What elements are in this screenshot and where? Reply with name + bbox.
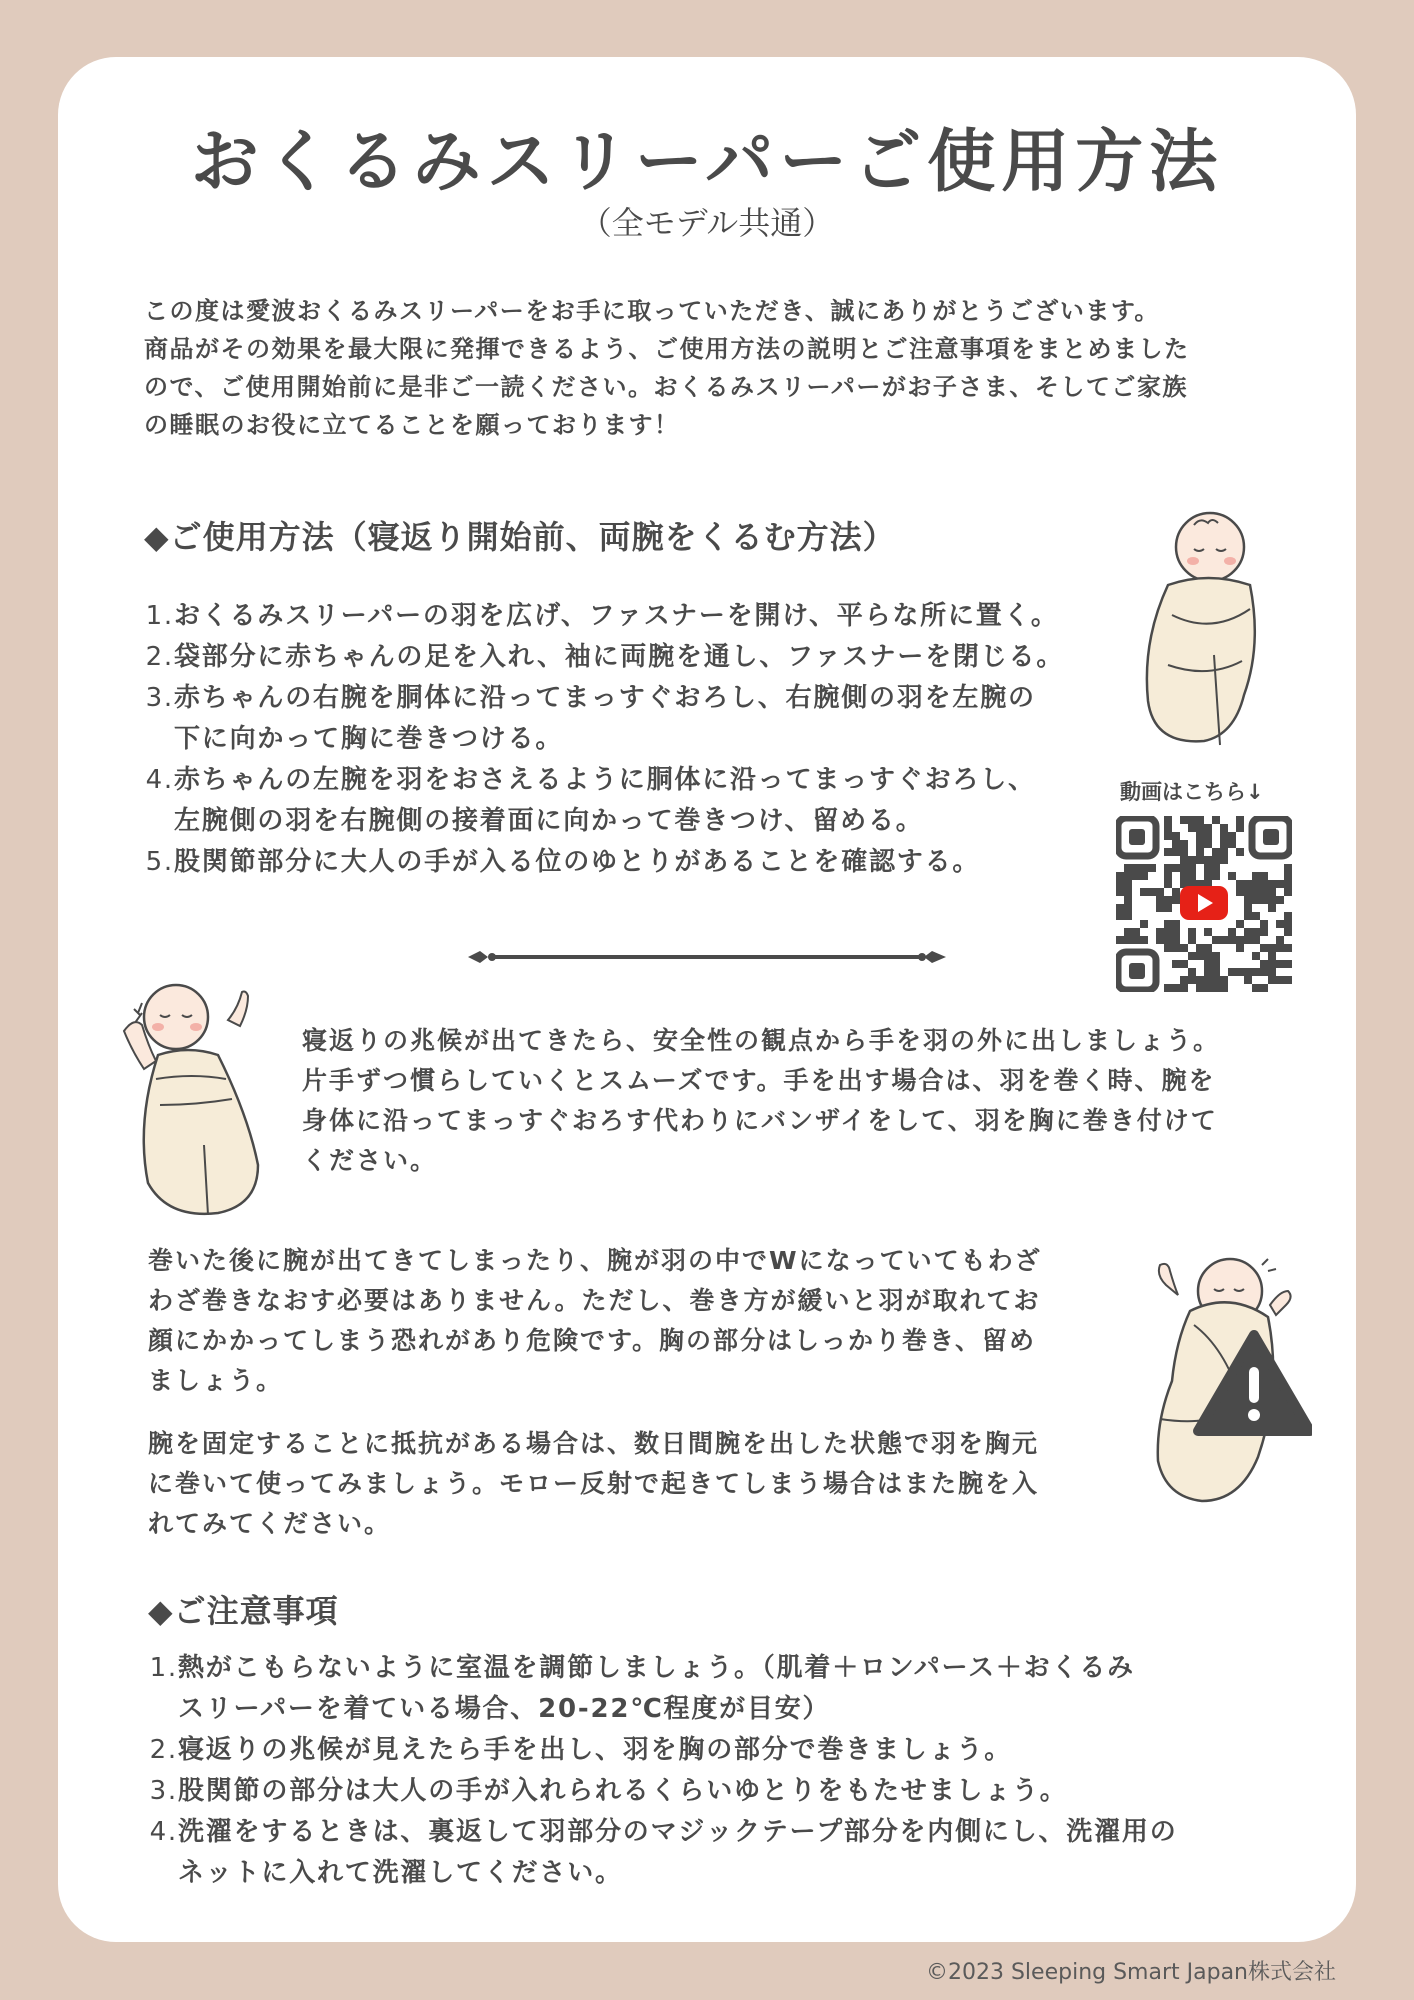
qr-code[interactable] xyxy=(1116,816,1292,992)
step-number: 2. xyxy=(145,642,174,672)
warning-line: 顔にかかってしまう恐れがあり危険です。胸の部分はしっかり巻き、留め xyxy=(148,1326,1037,1355)
usage-steps-list xyxy=(142,596,1064,883)
caution-text-continued: ネットに入れて洗濯してください。 xyxy=(178,1858,623,1888)
intro-line: の睡眠のお役に立てることを願っております！ xyxy=(144,411,680,439)
resist-line: れてみてください。 xyxy=(148,1509,392,1538)
usage-step xyxy=(142,596,1064,637)
copyright-footer: ©2023 Sleeping Smart Japan株式会社 xyxy=(925,1960,1336,1985)
step-text: 赤ちゃんの左腕を羽をおさえるように胴体に沿ってまっすぐおろし、 xyxy=(174,765,1036,795)
rollover-paragraph xyxy=(302,1021,1220,1181)
resist-line: 腕を固定することに抵抗がある場合は、数日間腕を出した状態で羽を胸元 xyxy=(148,1429,1040,1458)
step-text: 袋部分に赤ちゃんの足を入れ、袖に両腕を通し、ファスナーを閉じる。 xyxy=(174,642,1065,672)
caution-text: 熱がこもらないように室温を調節しましょう。（肌着＋ロンパース＋おくるみ xyxy=(178,1653,1135,1683)
ornamental-divider xyxy=(466,946,948,968)
youtube-icon xyxy=(1180,886,1228,920)
rollover-line: ください。 xyxy=(302,1146,438,1175)
caution-text-continued: スリーパーを着ている場合、20-22℃程度が目安） xyxy=(178,1694,831,1724)
caution-item xyxy=(146,1730,1178,1771)
step-number: 4. xyxy=(145,765,174,795)
usage-step xyxy=(142,678,1064,760)
warning-line: ましょう。 xyxy=(148,1366,284,1395)
rollover-line: 寝返りの兆候が出てきたら、安全性の観点から手を羽の外に出しましょう。 xyxy=(302,1026,1221,1055)
intro-line: 商品がその効果を最大限に発揮できるよう、ご使用方法の説明とご注意事項をまとめました xyxy=(144,335,1190,363)
warning-line: 巻いた後に腕が出てきてしまったり、腕が羽の中でWになっていてもわざ xyxy=(148,1246,1042,1275)
warning-line: わざ巻きなおす必要はありません。ただし、巻き方が緩いと羽が取れてお xyxy=(148,1286,1041,1315)
step-number: 1. xyxy=(145,601,174,631)
caution-number: 4. xyxy=(149,1817,178,1847)
caution-text: 股関節の部分は大人の手が入れられるくらいゆとりをもたせましょう。 xyxy=(178,1776,1068,1806)
caution-item xyxy=(146,1771,1178,1812)
caution-heading: ◆ご注意事項 xyxy=(148,1592,339,1630)
page-subtitle: （全モデル共通） xyxy=(579,204,835,242)
loose-wrap-warning-paragraph xyxy=(148,1241,1042,1401)
intro-line: この度は愛波おくるみスリーパーをお手に取っていただき、誠にありがとうございます。 xyxy=(144,297,1160,325)
step-text-continued: 左腕側の羽を右腕側の接着面に向かって巻きつけ、留める。 xyxy=(174,806,924,836)
step-text: おくるみスリーパーの羽を広げ、ファスナーを開け、平らな所に置く。 xyxy=(174,601,1059,631)
caution-text: 寝返りの兆候が見えたら手を出し、羽を胸の部分で巻きましょう。 xyxy=(178,1735,1013,1765)
usage-step xyxy=(142,842,1064,883)
page-title: おくるみスリーパーご使用方法 xyxy=(190,123,1224,202)
usage-heading: ◆ご使用方法（寝返り開始前、両腕をくるむ方法） xyxy=(144,518,896,556)
resist-line: に巻いて使ってみましょう。モロー反射で起きてしまう場合はまた腕を入 xyxy=(148,1469,1040,1498)
caution-number: 2. xyxy=(149,1735,178,1765)
step-number: 3. xyxy=(145,683,174,713)
intro-paragraph xyxy=(144,292,1284,444)
caution-number: 1. xyxy=(149,1653,178,1683)
step-text: 股関節部分に大人の手が入る位のゆとりがあることを確認する。 xyxy=(174,847,981,877)
caution-number: 3. xyxy=(149,1776,178,1806)
caution-text: 洗濯をするときは、裏返して羽部分のマジックテープ部分を内側にし、洗濯用の xyxy=(178,1817,1178,1847)
caution-item xyxy=(146,1648,1178,1730)
step-number: 5. xyxy=(145,847,174,877)
rollover-line: 身体に沿ってまっすぐおろす代わりにバンザイをして、羽を胸に巻き付けて xyxy=(302,1106,1218,1135)
arm-restraint-paragraph xyxy=(148,1424,1039,1544)
usage-step xyxy=(142,760,1064,842)
intro-line: ので、ご使用開始前に是非ご一読ください。おくるみスリーパーがお子さま、そしてご家族 xyxy=(144,373,1188,401)
usage-step xyxy=(142,637,1064,678)
banzai-baby-illustration xyxy=(118,975,288,1225)
caution-item xyxy=(146,1812,1178,1894)
step-text: 赤ちゃんの右腕を胴体に沿ってまっすぐおろし、右腕側の羽を左腕の xyxy=(174,683,1036,713)
caution-list xyxy=(146,1648,1178,1894)
loose-wrap-baby-illustration xyxy=(1130,1245,1312,1507)
step-text-continued: 下に向かって胸に巻きつける。 xyxy=(174,724,564,754)
video-link-label: 動画はこちら↓ xyxy=(1120,780,1264,804)
rollover-line: 片手ずつ慣らしていくとスムーズです。手を出す場合は、羽を巻く時、腕を xyxy=(302,1066,1216,1095)
swaddled-baby-illustration xyxy=(1138,505,1258,755)
